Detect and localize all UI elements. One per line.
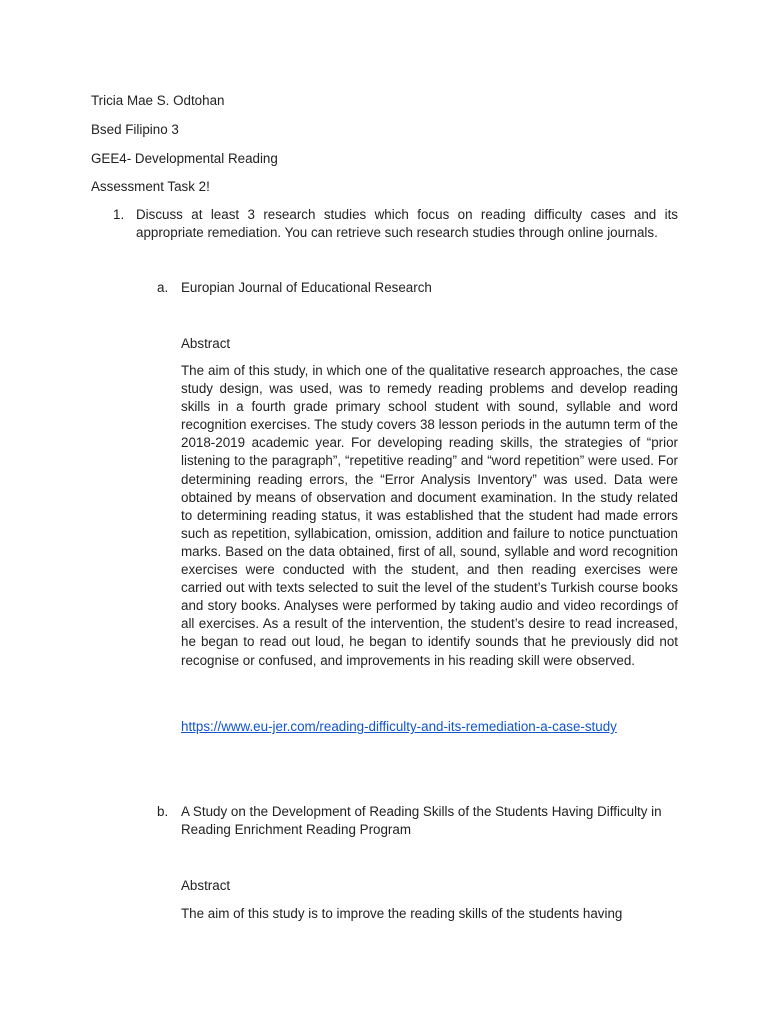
study-a-title: Europian Journal of Educational Research <box>181 280 432 295</box>
study-a-heading <box>157 279 678 297</box>
subject-line: GEE4- Developmental Reading <box>91 151 278 166</box>
student-name: Tricia Mae S. Odtohan <box>91 93 225 108</box>
study-b-abstract-text: The aim of this study is to improve the reading skills of the students having <box>181 906 623 921</box>
task-title: Assessment Task 2! <box>91 179 210 194</box>
study-a-abstract-heading: Abstract <box>181 336 231 351</box>
question-text: Discuss at least 3 research studies which focus on reading difficulty cases and its appropriate remediation. You can retrieve such research studies through online journals. <box>136 207 678 240</box>
study-b-heading <box>157 803 678 839</box>
study-b-abstract-heading: Abstract <box>181 878 231 893</box>
study-b-letter: b. <box>157 804 169 819</box>
study-a-abstract-text: The aim of this study, in which one of the qualitative research approaches, the case study design, was used, was to remedy reading problems and develop reading skills in a fourth grade primary school student with sound, syllable and word recognition exercises. The study covers 38 lesson periods in the autumn term of the 2018-2019 academic year. For developing reading skills, the strategies of “prior listening to the paragraph”, “repetitive reading” and “word repetition” were used. For determining reading errors, the “Error Analysis Inventory” was used. Data were obtained by means of observation and document examination. In the study related to determining reading status, it was established that the student had made errors such as repetition, syllabication, omission, addition and failure to notice punctuation marks. Based on the data obtained, first of all, sound, syllable and word recognition exercises were conducted with the student, and then reading exercises were carried out with texts selected to suit the level of the student’s Turkish course books and story books. Analyses were performed by taking audio and video recordings of all exercises. As a result of the intervention, the student’s desire to read increased, he began to read out loud, he began to identify sounds that he previously did not recognise or confused, and improvements in his reading skill were observed. <box>181 363 678 668</box>
study-a-link-line <box>181 718 678 736</box>
study-a-link[interactable]: https://www.eu-jer.com/reading-difficulty-and-its-remediation-a-case-study <box>181 719 617 734</box>
course-line: Bsed Filipino 3 <box>91 122 179 137</box>
question-item <box>113 206 678 242</box>
study-a-letter: a. <box>157 280 169 295</box>
question-number: 1. <box>113 207 125 222</box>
study-b-title: A Study on the Development of Reading Skills of the Students Having Difficulty in Reading Enrichment Reading Program <box>181 804 662 837</box>
